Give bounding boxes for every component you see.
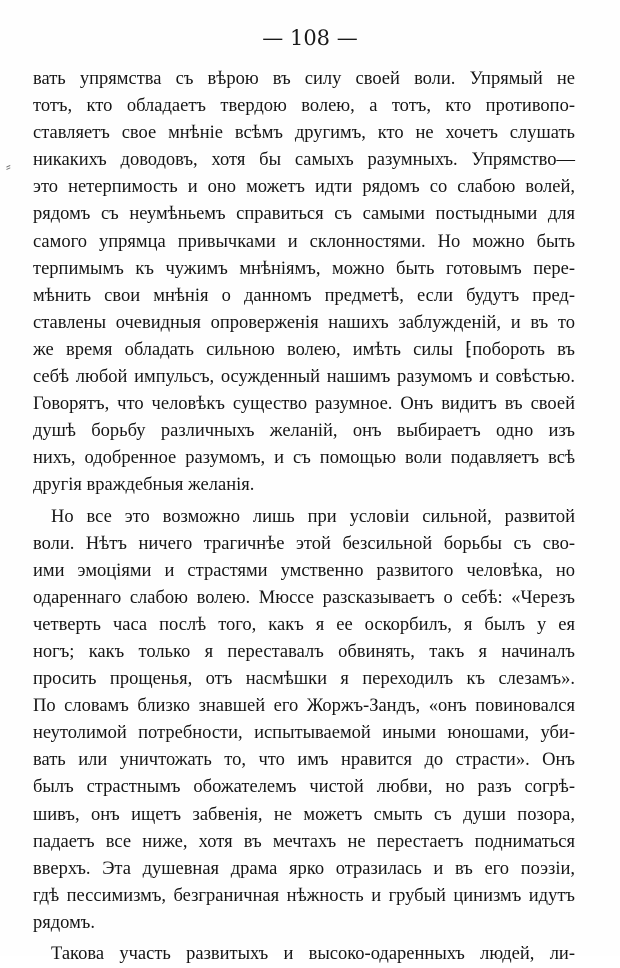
text-line: ставляетъ свое мнѣніе всѣмъ другимъ, кто не хочетъ слушать bbox=[33, 123, 575, 144]
text-line: вать упрямства съ вѣрою въ силу своей воли. Упрямый не bbox=[33, 69, 575, 89]
text-line: воли. Нѣтъ ничего трагичнѣе этой безсильной борьбы съ сво- bbox=[33, 533, 575, 554]
page-number: — 108 — bbox=[262, 26, 358, 50]
paragraph-3 bbox=[33, 941, 575, 968]
text-line: рядомъ. bbox=[33, 912, 95, 933]
text-line: никакихъ доводовъ, хотя бы самыхъ разумныхъ. Упрямство— bbox=[33, 150, 575, 171]
text-line: это нетерпимость и оно можетъ идти рядомъ со слабою волей, bbox=[33, 177, 575, 198]
paragraph-1 bbox=[33, 66, 575, 500]
text-line: же время обладать сильною волею, имѣть силы ⁅побороть въ bbox=[33, 339, 575, 360]
text-line: ставлены очевидныя опроверженія нашихъ заблужденій, и въ то bbox=[33, 312, 575, 333]
text-line: терпимымъ къ чужимъ мнѣніямъ, можно быть готовымъ пере- bbox=[33, 258, 575, 279]
text-line: гдѣ пессимизмъ, безграничная нѣжность и грубый цинизмъ идутъ bbox=[33, 885, 575, 906]
text-line: ногъ; какъ только я переставалъ обвинять, такъ я начиналъ bbox=[33, 641, 575, 662]
text-line: просить прощенья, отъ насмѣшки я переходилъ къ слезамъ». bbox=[33, 669, 575, 690]
text-line: былъ страстнымъ обожателемъ чистой любви, но разъ согрѣ- bbox=[33, 777, 575, 798]
margin-mark: ⸗ bbox=[6, 159, 11, 175]
text-line: четверть часа послѣ того, какъ я ее оскорбилъ, я былъ у ея bbox=[33, 614, 575, 635]
text-line: другія враждебныя желанія. bbox=[33, 475, 255, 496]
text-line: Но все это возможно лишь при условіи сильной, развитой bbox=[51, 506, 575, 527]
text-line: Говорятъ, что человѣкъ существо разумное. Онъ видитъ въ своей bbox=[33, 394, 575, 415]
text-line: Такова участь развитыхъ и высоко-одаренныхъ людей, ли- bbox=[51, 944, 575, 964]
body-text bbox=[33, 66, 575, 968]
text-line: самого упрямца привычками и склонностями. Но можно быть bbox=[33, 231, 575, 252]
text-line: ими эмоціями и страстями умственно развитого человѣка, но bbox=[33, 560, 575, 581]
text-line: одареннаго слабою волею. Мюссе разсказываетъ о себѣ: «Черезъ bbox=[33, 587, 575, 608]
text-line: неутолимой потребности, испытываемой иными юношами, уби- bbox=[33, 723, 575, 744]
text-line: падаетъ все ниже, хотя въ мечтахъ не перестаетъ подниматься bbox=[33, 831, 575, 852]
text-line: вверхъ. Эта душевная драма ярко отразилась и въ его поэзіи, bbox=[33, 858, 575, 879]
paragraph-2 bbox=[33, 504, 575, 938]
text-line: рядомъ съ неумѣньемъ справиться съ самыми постыдными для bbox=[33, 204, 575, 225]
text-line: По словамъ близко знавшей его Жоржъ-Зандъ, «онъ повиновался bbox=[33, 696, 575, 717]
text-line: душѣ борьбу различныхъ желаній, онъ выбираетъ одно изъ bbox=[33, 421, 575, 442]
text-line: шивъ, онъ ищетъ забвенія, не можетъ смыть съ души позора, bbox=[33, 804, 575, 825]
text-line: мѣнить свои мнѣнія о данномъ предметѣ, если будутъ пред- bbox=[33, 285, 575, 306]
text-line: вать или уничтожать то, что имъ нравится до страсти». Онъ bbox=[33, 750, 575, 771]
text-line: себѣ любой импульсъ, осужденный нашимъ разумомъ и совѣстью. bbox=[33, 367, 575, 388]
text-line: нихъ, одобренное разумомъ, и съ помощью воли подавляетъ всѣ bbox=[33, 448, 575, 469]
text-line: тотъ, кто обладаетъ твердою волею, а тотъ, кто противопо- bbox=[33, 96, 575, 117]
